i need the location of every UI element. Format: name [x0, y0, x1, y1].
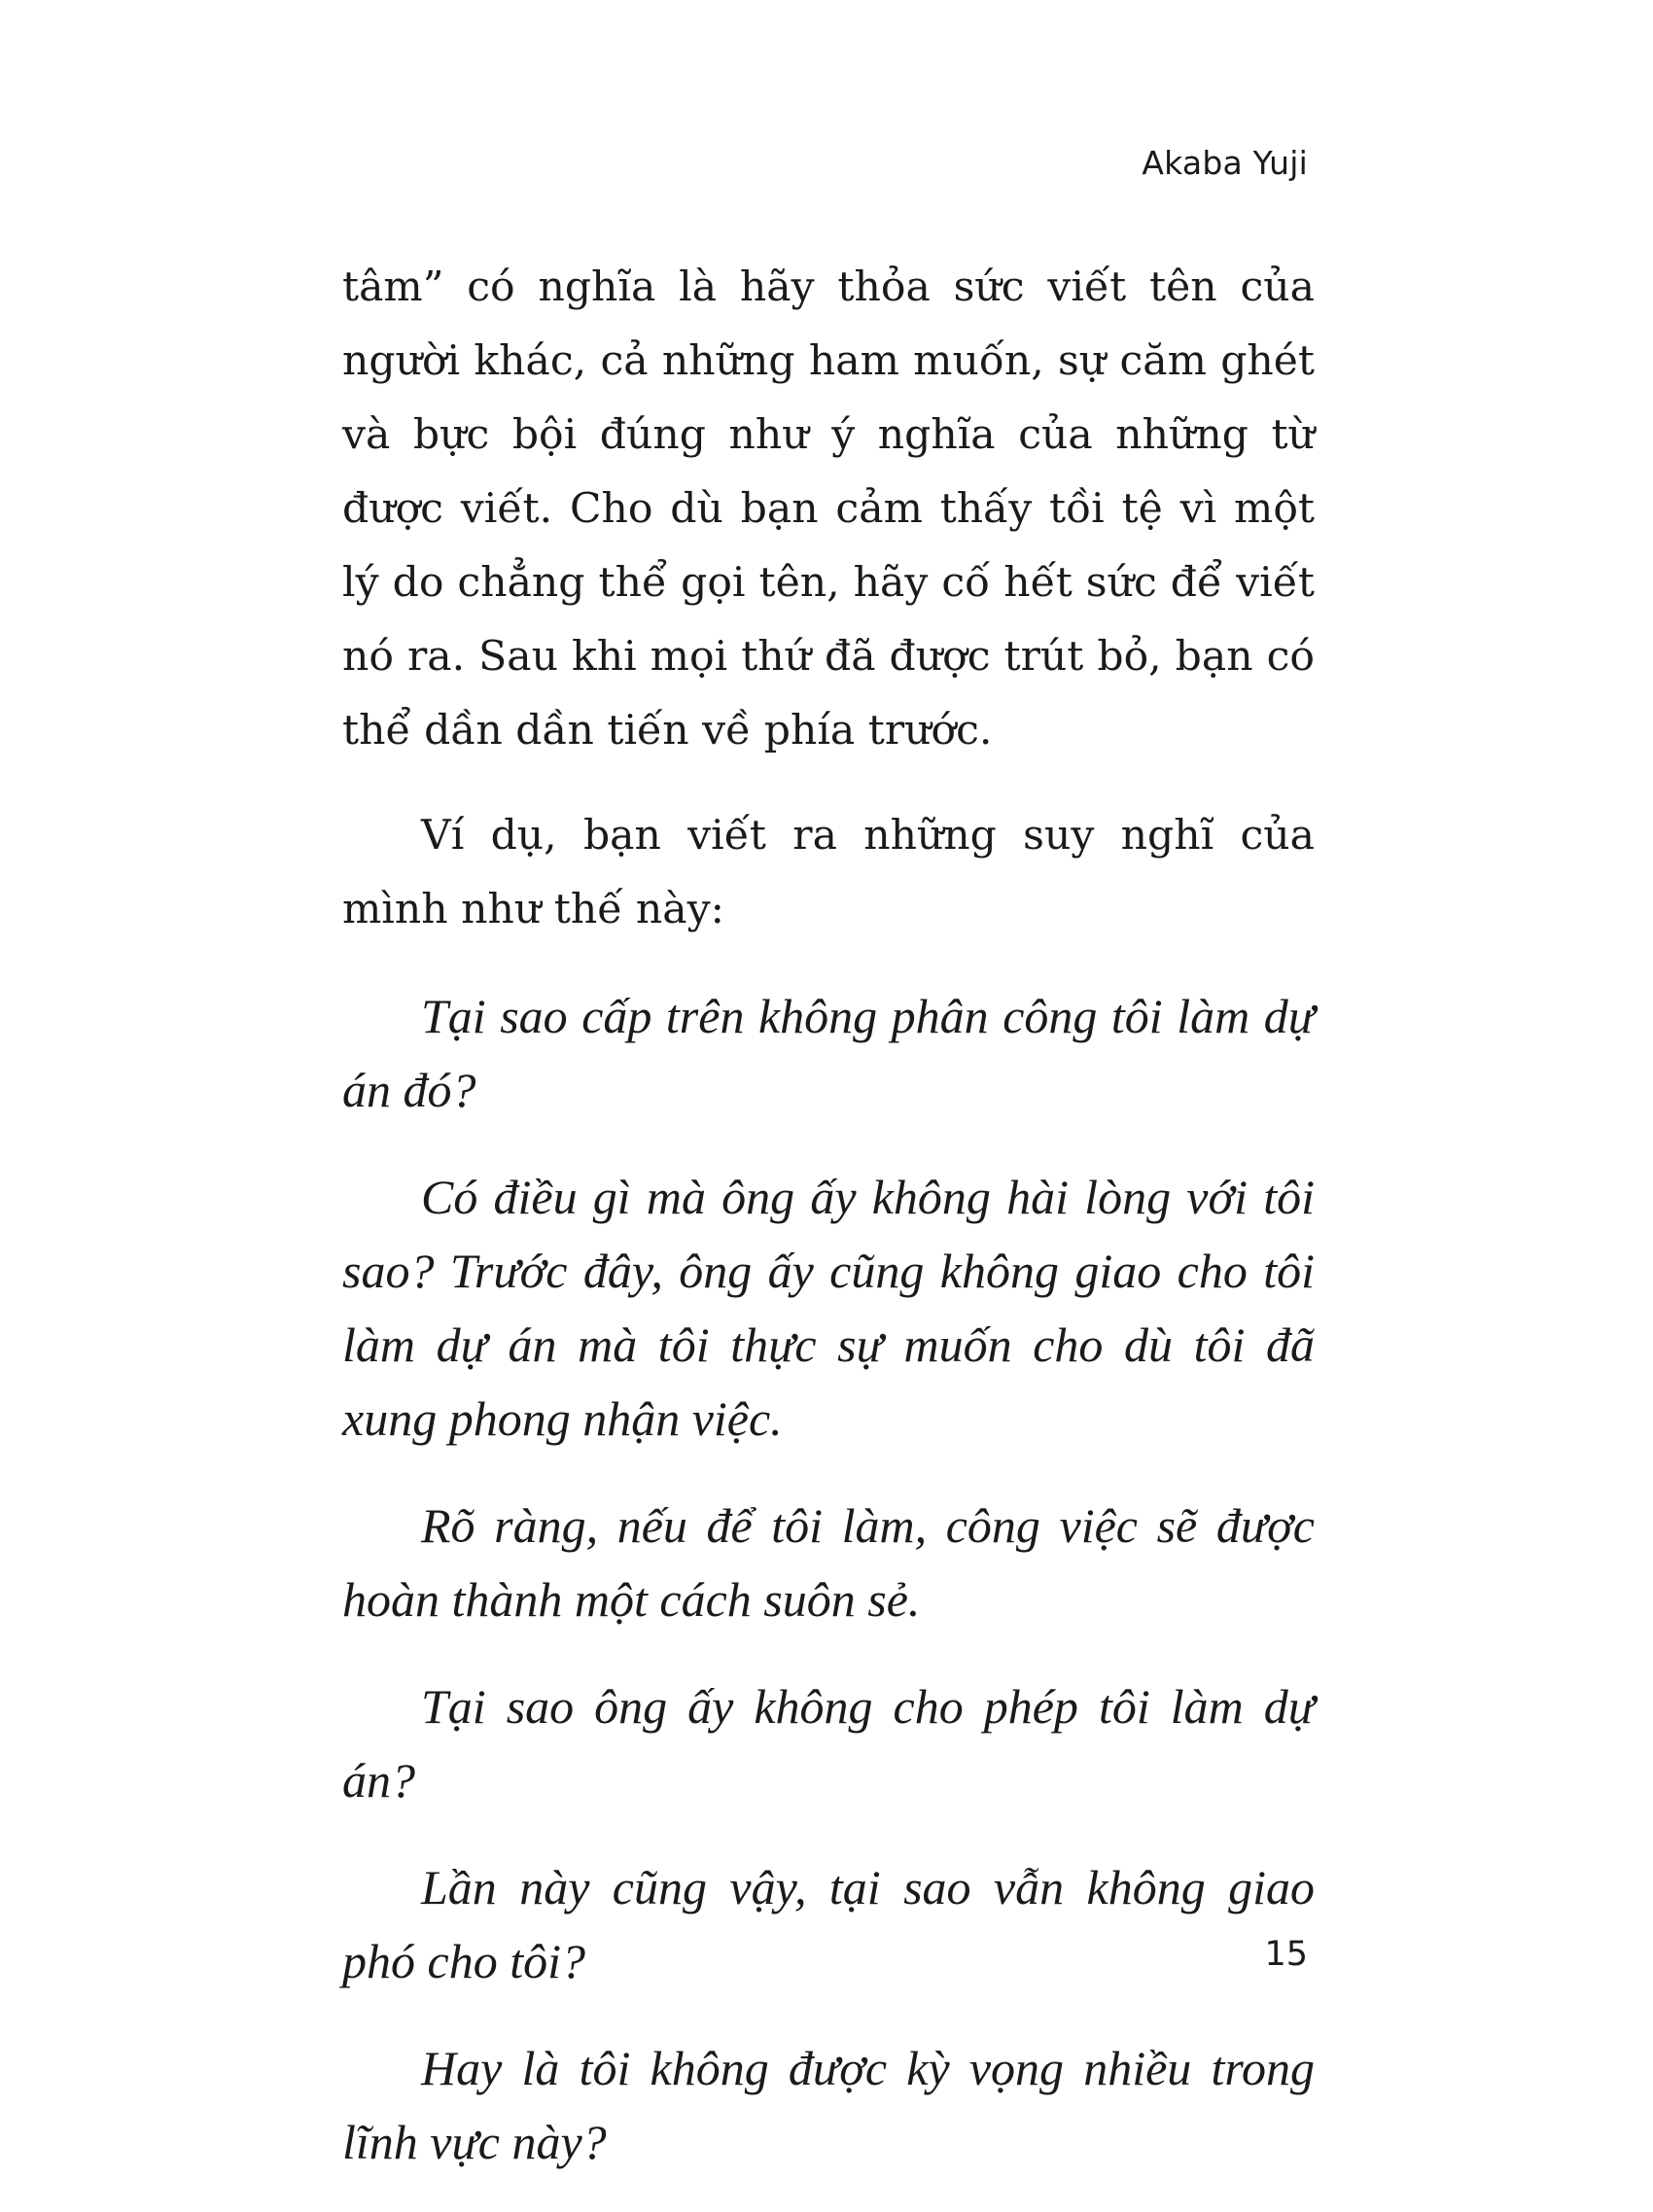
body-paragraph: Ví dụ, bạn viết ra những suy nghĩ của mình như thế này:	[342, 812, 1315, 933]
body-paragraph: tâm” có nghĩa là hãy thỏa sức viết tên của người khác, cả những ham muốn, sự căm ghét và bực bội đúng như ý nghĩa của những từ được viết. Cho dù bạn cảm thấy tồi tệ vì một lý do chẳng thể gọi tên, hãy cố hết sức để viết nó ra. Sau khi mọi thứ đã được trút bỏ, bạn có thể dần dần tiến về phía trước.	[342, 263, 1315, 755]
example-thought: Rõ ràng, nếu để tôi làm, công việc sẽ được hoàn thành một cách suôn sẻ.	[342, 1498, 1315, 1627]
page-number: 15	[1264, 1935, 1308, 1974]
example-thought: Tại sao cấp trên không phân công tôi làm dự án đó?	[342, 989, 1315, 1117]
example-thought: Có điều gì mà ông ấy không hài lòng với tôi sao? Trước đây, ông ấy cũng không giao cho tôi làm dự án mà tôi thực sự muốn cho dù tôi đã xung phong nhận việc.	[342, 1170, 1315, 1446]
example-thought: Lần này cũng vậy, tại sao vẫn không giao phó cho tôi?	[342, 1860, 1315, 1988]
running-header-author: Akaba Yuji	[1142, 144, 1308, 182]
example-thought: Tại sao ông ấy không cho phép tôi làm dự án?	[342, 1679, 1315, 1808]
page-body	[342, 251, 1315, 2212]
example-thought: Hay là tôi không được kỳ vọng nhiều trong lĩnh vực này?	[342, 2041, 1315, 2169]
